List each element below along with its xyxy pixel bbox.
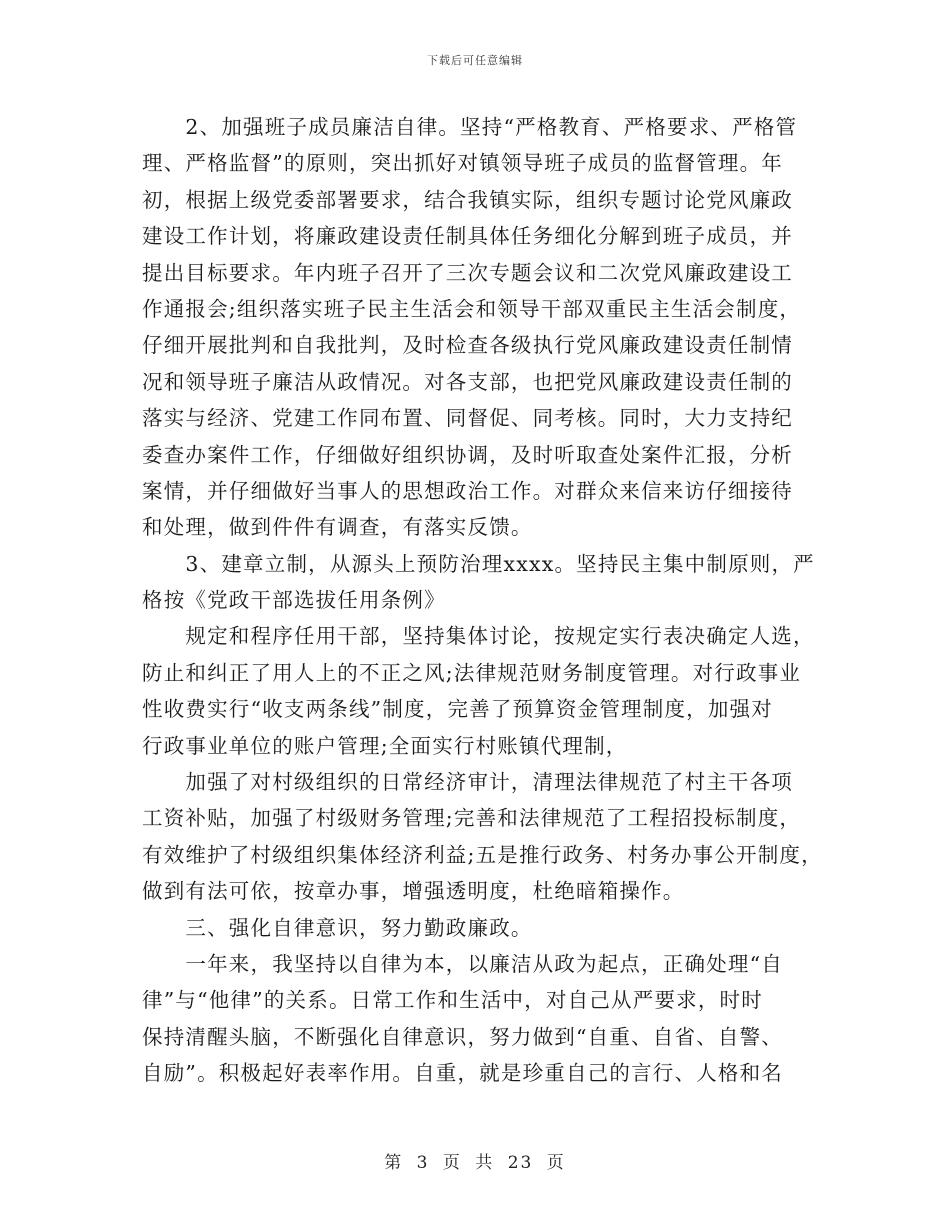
text-line: 和处理，做到件件有调查，有落实反馈。 [142,515,533,540]
section-heading-line: 三、强化自律意识，努力勤政廉政。 [142,915,533,940]
text-line: 2、加强班子成员廉洁自律。坚持“严格教育、严格要求、严格管 [142,115,798,139]
text-line: 委查办案件工作，仔细做好组织协调，及时听取查处案件汇报，分析 [142,442,793,467]
paragraph [142,109,822,546]
text-line: 律”与“他律”的关系。日常工作和生活中，对自己从严要求，时时 [142,988,763,1013]
text-line: 仔细开展批判和自我批判，及时检查各级执行党风廉政建设责任制情 [142,333,793,358]
text-line: 行政事业单位的账户管理;全面实行村账镇代理制， [142,733,628,758]
text-line: 况和领导班子廉洁从政情况。对各支部，也把党风廉政建设责任制的 [142,369,793,394]
paragraph [142,910,822,946]
page-number-footer: 第 3 页 共 23 页 [384,1153,566,1173]
paragraph [142,546,822,619]
text-line: 做到有法可依，按章办事，增强透明度，杜绝暗箱操作。 [142,879,685,904]
document-body [142,109,822,1092]
text-line: 3、建章立制，从源头上预防治理xxxx。坚持民主集中制原则，严 [142,551,815,576]
text-line: 提出目标要求。年内班子召开了三次专题会议和二次党风廉政建设工 [142,260,793,285]
text-line: 建设工作计划，将廉政建设责任制具体任务细化分解到班子成员，并 [142,224,793,249]
text-line: 工资补贴，加强了村级财务管理;完善和法律规范了工程招投标制度， [142,806,802,831]
text-line: 一年来，我坚持以自律为本，以廉洁从政为起点，正确处理“自 [142,951,783,976]
text-line: 加强了对村级组织的日常经济审计，清理法律规范了村主干各项 [142,770,793,795]
text-line: 自励”。积极起好表率作用。自重，就是珍重自己的言行、人格和名 [142,1061,783,1086]
page-header-note: 下载后可任意编辑 [427,54,523,67]
paragraph [142,946,822,1092]
text-line: 案情，并仔细做好当事人的思想政治工作。对群众来信来访仔细接待 [142,478,793,503]
text-line: 规定和程序任用干部，坚持集体讨论，按规定实行表决确定人选， [142,624,815,649]
paragraph [142,618,822,764]
text-line: 初，根据上级党委部署要求，结合我镇实际，组织专题讨论党风廉政 [142,187,793,212]
text-line: 格按《党政干部选拔任用条例》 [142,588,446,613]
text-line: 落实与经济、党建工作同布置、同督促、同考核。同时，大力支持纪 [142,406,793,431]
text-line: 性收费实行“收支两条线”制度，完善了预算资金管理制度，加强对 [142,697,773,722]
text-line: 理、严格监督”的原则，突出抓好对镇领导班子成员的监督管理。年 [142,151,783,176]
paragraph [142,764,822,910]
text-line: 有效维护了村级组织集体经济利益;五是推行政务、村务办事公开制度， [142,842,823,867]
text-line: 保持清醒头脑，不断强化自律意识，努力做到“自重、自省、自警、 [142,1024,783,1049]
text-line: 作通报会;组织落实班子民主生活会和领导干部双重民主生活会制度， [142,296,802,321]
text-line: 防止和纠正了用人上的不正之风;法律规范财务制度管理。对行政事业 [142,660,802,685]
